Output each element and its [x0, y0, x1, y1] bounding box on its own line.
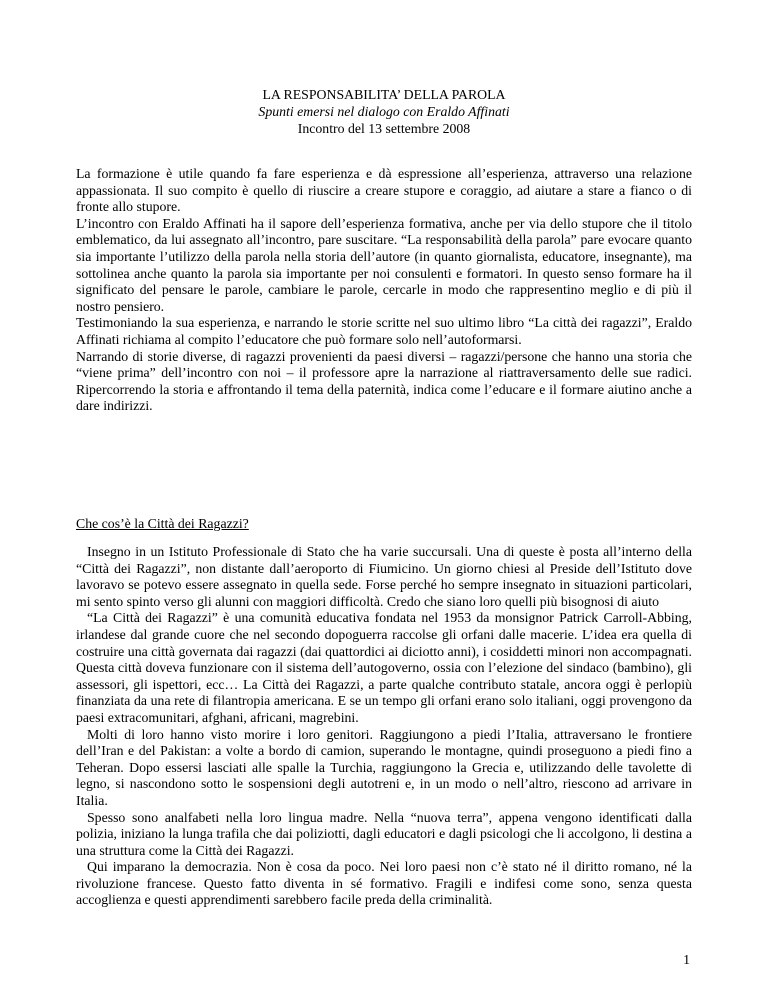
body-paragraph: Insegno in un Istituto Professionale di Stato che ha varie succursali. Una di queste è posta all’interno della “Città dei Ragazzi”, non distante dall’aeroporto di Fiumicino. Un giorno chiesi al Preside dell’Istituto dove lavoravo se potevo essere assegnato in quella sede. Forse perché ho sempre insegnato in situazioni particolari, mi sento spinto verso gli alunni con maggiori difficoltà. Credo che siano loro quelli più bisognosi di aiuto — [76, 544, 692, 609]
body-paragraph: “La Città dei Ragazzi” è una comunità educativa fondata nel 1953 da monsignor Patrick Carroll-Abbing, irlandese dal grande cuore che nel secondo dopoguerra raccolse gli orfani dalle macerie. L’idea era quella di costruire una città governata dai ragazzi (dai quattordici ai diciotto anni), i cosiddetti minori non accompagnati. Questa città doveva funzionare con il sistema dell’autogoverno, ossia con l’elezione del sindaco (bambino), gli assessori, gli ispettori, ecc… La Città dei Ragazzi, a parte qualche contributo statale, ancora oggi è perlopiù finanziata da una rete di filantropia americana. E se un tempo gli orfani erano solo italiani, oggi provengono da paesi extracomunitari, afghani, africani, magrebini. — [76, 610, 692, 725]
meeting-date: Incontro del 13 settembre 2008 — [297, 121, 471, 136]
document-subtitle: Spunti emersi nel dialogo con Eraldo Affinati — [258, 104, 510, 119]
section-heading: Che cos’è la Città dei Ragazzi? — [76, 516, 249, 531]
section-body — [76, 544, 692, 909]
intro-section — [76, 166, 692, 415]
intro-paragraph: L’incontro con Eraldo Affinati ha il sapore dell’esperienza formativa, anche per via dello stupore che il titolo emblematico, da lui assegnato all’incontro, pare suscitare. “La responsabilità della parola” pare evocare quanto sia importante l’utilizzo della parola nella storia dell’autore (in quanto giornalista, educatore, insegnante), ma sottolinea anche quanto la parola sia importante per noi consulenti e formatori. In questo senso formare ha il significato del pensare le parole, cambiare le parole, cercarle in modo che rappresentino meglio e di più il nostro pensiero. — [76, 215, 692, 314]
document-title: LA RESPONSABILITA’ DELLA PAROLA — [262, 87, 506, 102]
intro-paragraph: La formazione è utile quando fa fare esperienza e dà espressione all’esperienza, attraverso una relazione appassionata. Il suo compito è quello di riuscire a creare stupore e coraggio, ad aiutare a stare a fianco o di fronte allo stupore. — [76, 166, 692, 215]
intro-paragraph: Testimoniando la sua esperienza, e narrando le storie scritte nel suo ultimo libro “La città dei ragazzi”, Eraldo Affinati richiama al compito l’educatore che può formare solo nell’autoformarsi. — [76, 315, 692, 347]
intro-paragraph: Narrando di storie diverse, di ragazzi provenienti da paesi diversi – ragazzi/persone che hanno una storia che “viene prima” dell’incontro con noi – il professore apre la narrazione al riattraversamento delle sue radici. Ripercorrendo la storia e affrontando il tema della paternità, indica come l’educare e il formare aiutino anche a dare indirizzi. — [76, 348, 692, 414]
page-number: 1 — [683, 952, 690, 967]
document-header — [0, 86, 768, 137]
body-paragraph: Spesso sono analfabeti nella loro lingua madre. Nella “nuova terra”, appena vengono identificati dalla polizia, iniziano la lunga trafila che dai poliziotti, dagli educatori e dagli psicologi che li accolgono, li destina a una struttura come la Città dei Ragazzi. — [76, 809, 692, 858]
body-paragraph: Molti di loro hanno visto morire i loro genitori. Raggiungono a piedi l’Italia, attraversano le frontiere dell’Iran e del Pakistan: a volte a bordo di camion, superando le montagne, quindi proseguono a piedi fino a Teheran. Dopo essersi lasciati alle spalle la Turchia, raggiungono la Grecia e, utilizzando delle tavolette di legno, si nascondono sotto le sospensioni degli autotreni e, in un modo o nell’altro, riescono ad arrivare in Italia. — [76, 726, 692, 808]
body-paragraph: Qui imparano la democrazia. Non è cosa da poco. Nei loro paesi non c’è stato né il diritto romano, né la rivoluzione francese. Questo fatto diventa in sé formativo. Fragili e indifesi come sono, senza questa accoglienza e questi apprendimenti sarebbero facile preda della criminalità. — [76, 859, 692, 908]
